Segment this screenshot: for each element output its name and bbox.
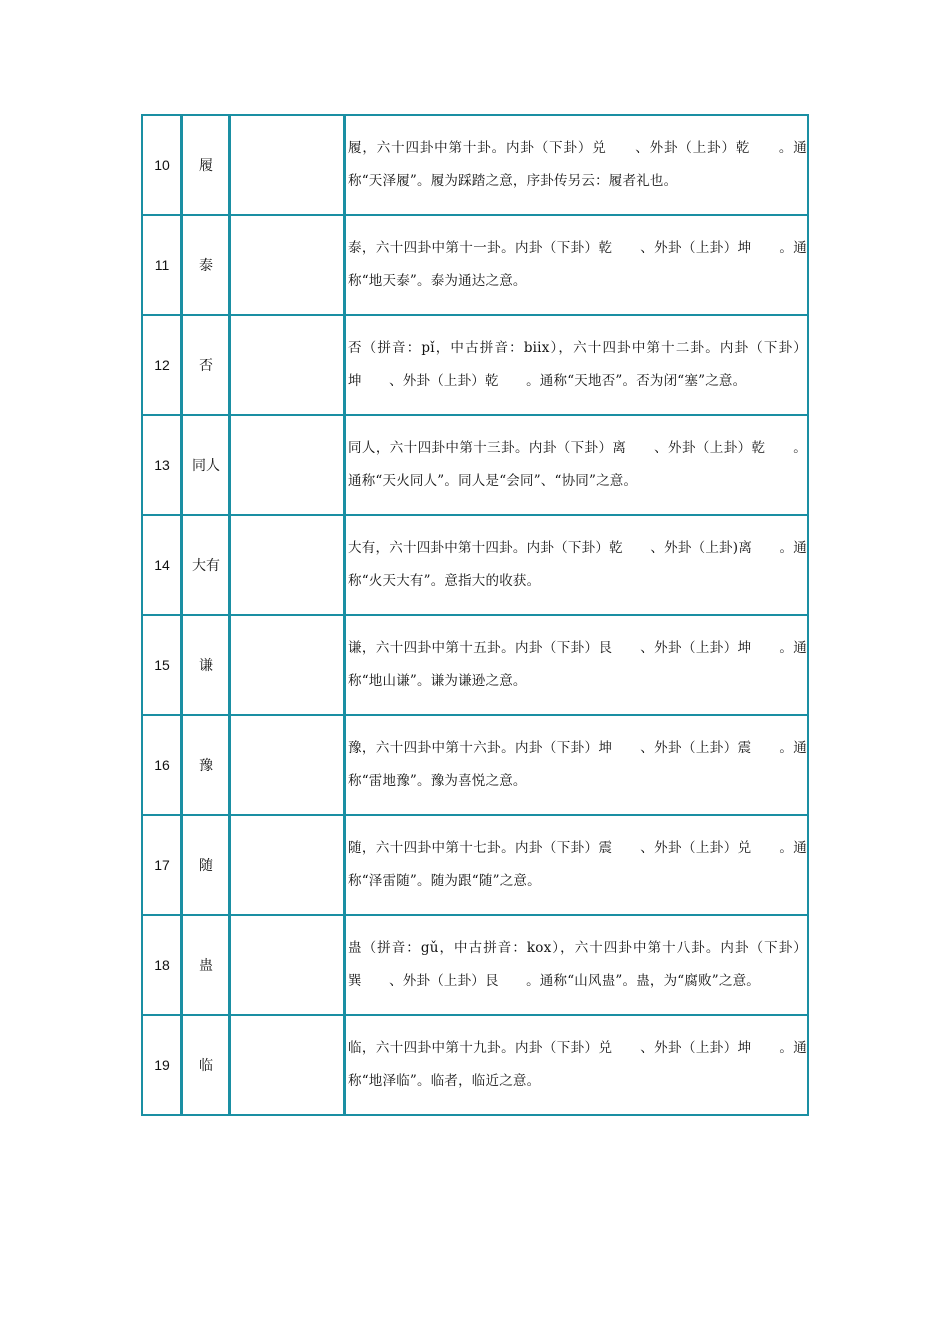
hexagram-number: 19 bbox=[141, 1016, 183, 1116]
table-row bbox=[141, 916, 809, 1016]
symbol-cell bbox=[231, 716, 346, 816]
table-row bbox=[141, 316, 809, 416]
hexagram-description: 谦，六十四卦中第十五卦。内卦（下卦）艮 、外卦（上卦）坤 。通称“地山谦”。谦为谦逊之意。 bbox=[346, 616, 809, 716]
hexagram-description: 大有，六十四卦中第十四卦。内卦（下卦）乾 、外卦（上卦)离 。通称“火天大有”。意指大的收获。 bbox=[346, 516, 809, 616]
hexagram-description: 同人，六十四卦中第十三卦。内卦（下卦）离 、外卦（上卦）乾 。通称“天火同人”。同人是“会同”、“协同”之意。 bbox=[346, 416, 809, 516]
hexagram-name: 豫 bbox=[183, 716, 231, 816]
table-row bbox=[141, 616, 809, 716]
hexagram-number: 11 bbox=[141, 216, 183, 316]
table-row bbox=[141, 516, 809, 616]
symbol-cell bbox=[231, 416, 346, 516]
hexagram-description: 履，六十四卦中第十卦。内卦（下卦）兑 、外卦（上卦）乾 。通称“天泽履”。履为踩踏之意，序卦传另云：履者礼也。 bbox=[346, 114, 809, 216]
hexagram-number: 16 bbox=[141, 716, 183, 816]
symbol-cell bbox=[231, 316, 346, 416]
hexagram-number: 13 bbox=[141, 416, 183, 516]
hexagram-name: 泰 bbox=[183, 216, 231, 316]
hexagram-description: 临，六十四卦中第十九卦。内卦（下卦）兑 、外卦（上卦）坤 。通称“地泽临”。临者，临近之意。 bbox=[346, 1016, 809, 1116]
hexagram-name: 蛊 bbox=[183, 916, 231, 1016]
hexagram-description: 泰，六十四卦中第十一卦。内卦（下卦）乾 、外卦（上卦）坤 。通称“地天泰”。泰为通达之意。 bbox=[346, 216, 809, 316]
hexagram-name: 随 bbox=[183, 816, 231, 916]
hexagram-name: 谦 bbox=[183, 616, 231, 716]
hexagram-name: 临 bbox=[183, 1016, 231, 1116]
table-row bbox=[141, 816, 809, 916]
symbol-cell bbox=[231, 216, 346, 316]
hexagram-description: 否（拼音：pǐ，中古拼音：biix），六十四卦中第十二卦。内卦（下卦）坤 、外卦（上卦）乾 。通称“天地否”。否为闭“塞”之意。 bbox=[346, 316, 809, 416]
symbol-cell bbox=[231, 816, 346, 916]
hexagram-number: 14 bbox=[141, 516, 183, 616]
hexagram-number: 18 bbox=[141, 916, 183, 1016]
hexagram-name: 否 bbox=[183, 316, 231, 416]
symbol-cell bbox=[231, 1016, 346, 1116]
table-row bbox=[141, 416, 809, 516]
symbol-cell bbox=[231, 114, 346, 216]
hexagram-name: 同人 bbox=[183, 416, 231, 516]
hexagram-table bbox=[141, 114, 809, 1116]
symbol-cell bbox=[231, 516, 346, 616]
table-row bbox=[141, 216, 809, 316]
table-row bbox=[141, 1016, 809, 1116]
hexagram-number: 12 bbox=[141, 316, 183, 416]
hexagram-description: 蛊（拼音：gǔ，中古拼音：kox），六十四卦中第十八卦。内卦（下卦）巽 、外卦（上卦）艮 。通称“山风蛊”。蛊，为“腐败”之意。 bbox=[346, 916, 809, 1016]
hexagram-description: 随，六十四卦中第十七卦。内卦（下卦）震 、外卦（上卦）兑 。通称“泽雷随”。随为跟“随”之意。 bbox=[346, 816, 809, 916]
hexagram-number: 17 bbox=[141, 816, 183, 916]
symbol-cell bbox=[231, 616, 346, 716]
table-row bbox=[141, 716, 809, 816]
symbol-cell bbox=[231, 916, 346, 1016]
hexagram-name: 履 bbox=[183, 114, 231, 216]
table-row bbox=[141, 114, 809, 216]
hexagram-number: 15 bbox=[141, 616, 183, 716]
hexagram-name: 大有 bbox=[183, 516, 231, 616]
hexagram-number: 10 bbox=[141, 114, 183, 216]
hexagram-description: 豫，六十四卦中第十六卦。内卦（下卦）坤 、外卦（上卦）震 。通称“雷地豫”。豫为喜悦之意。 bbox=[346, 716, 809, 816]
